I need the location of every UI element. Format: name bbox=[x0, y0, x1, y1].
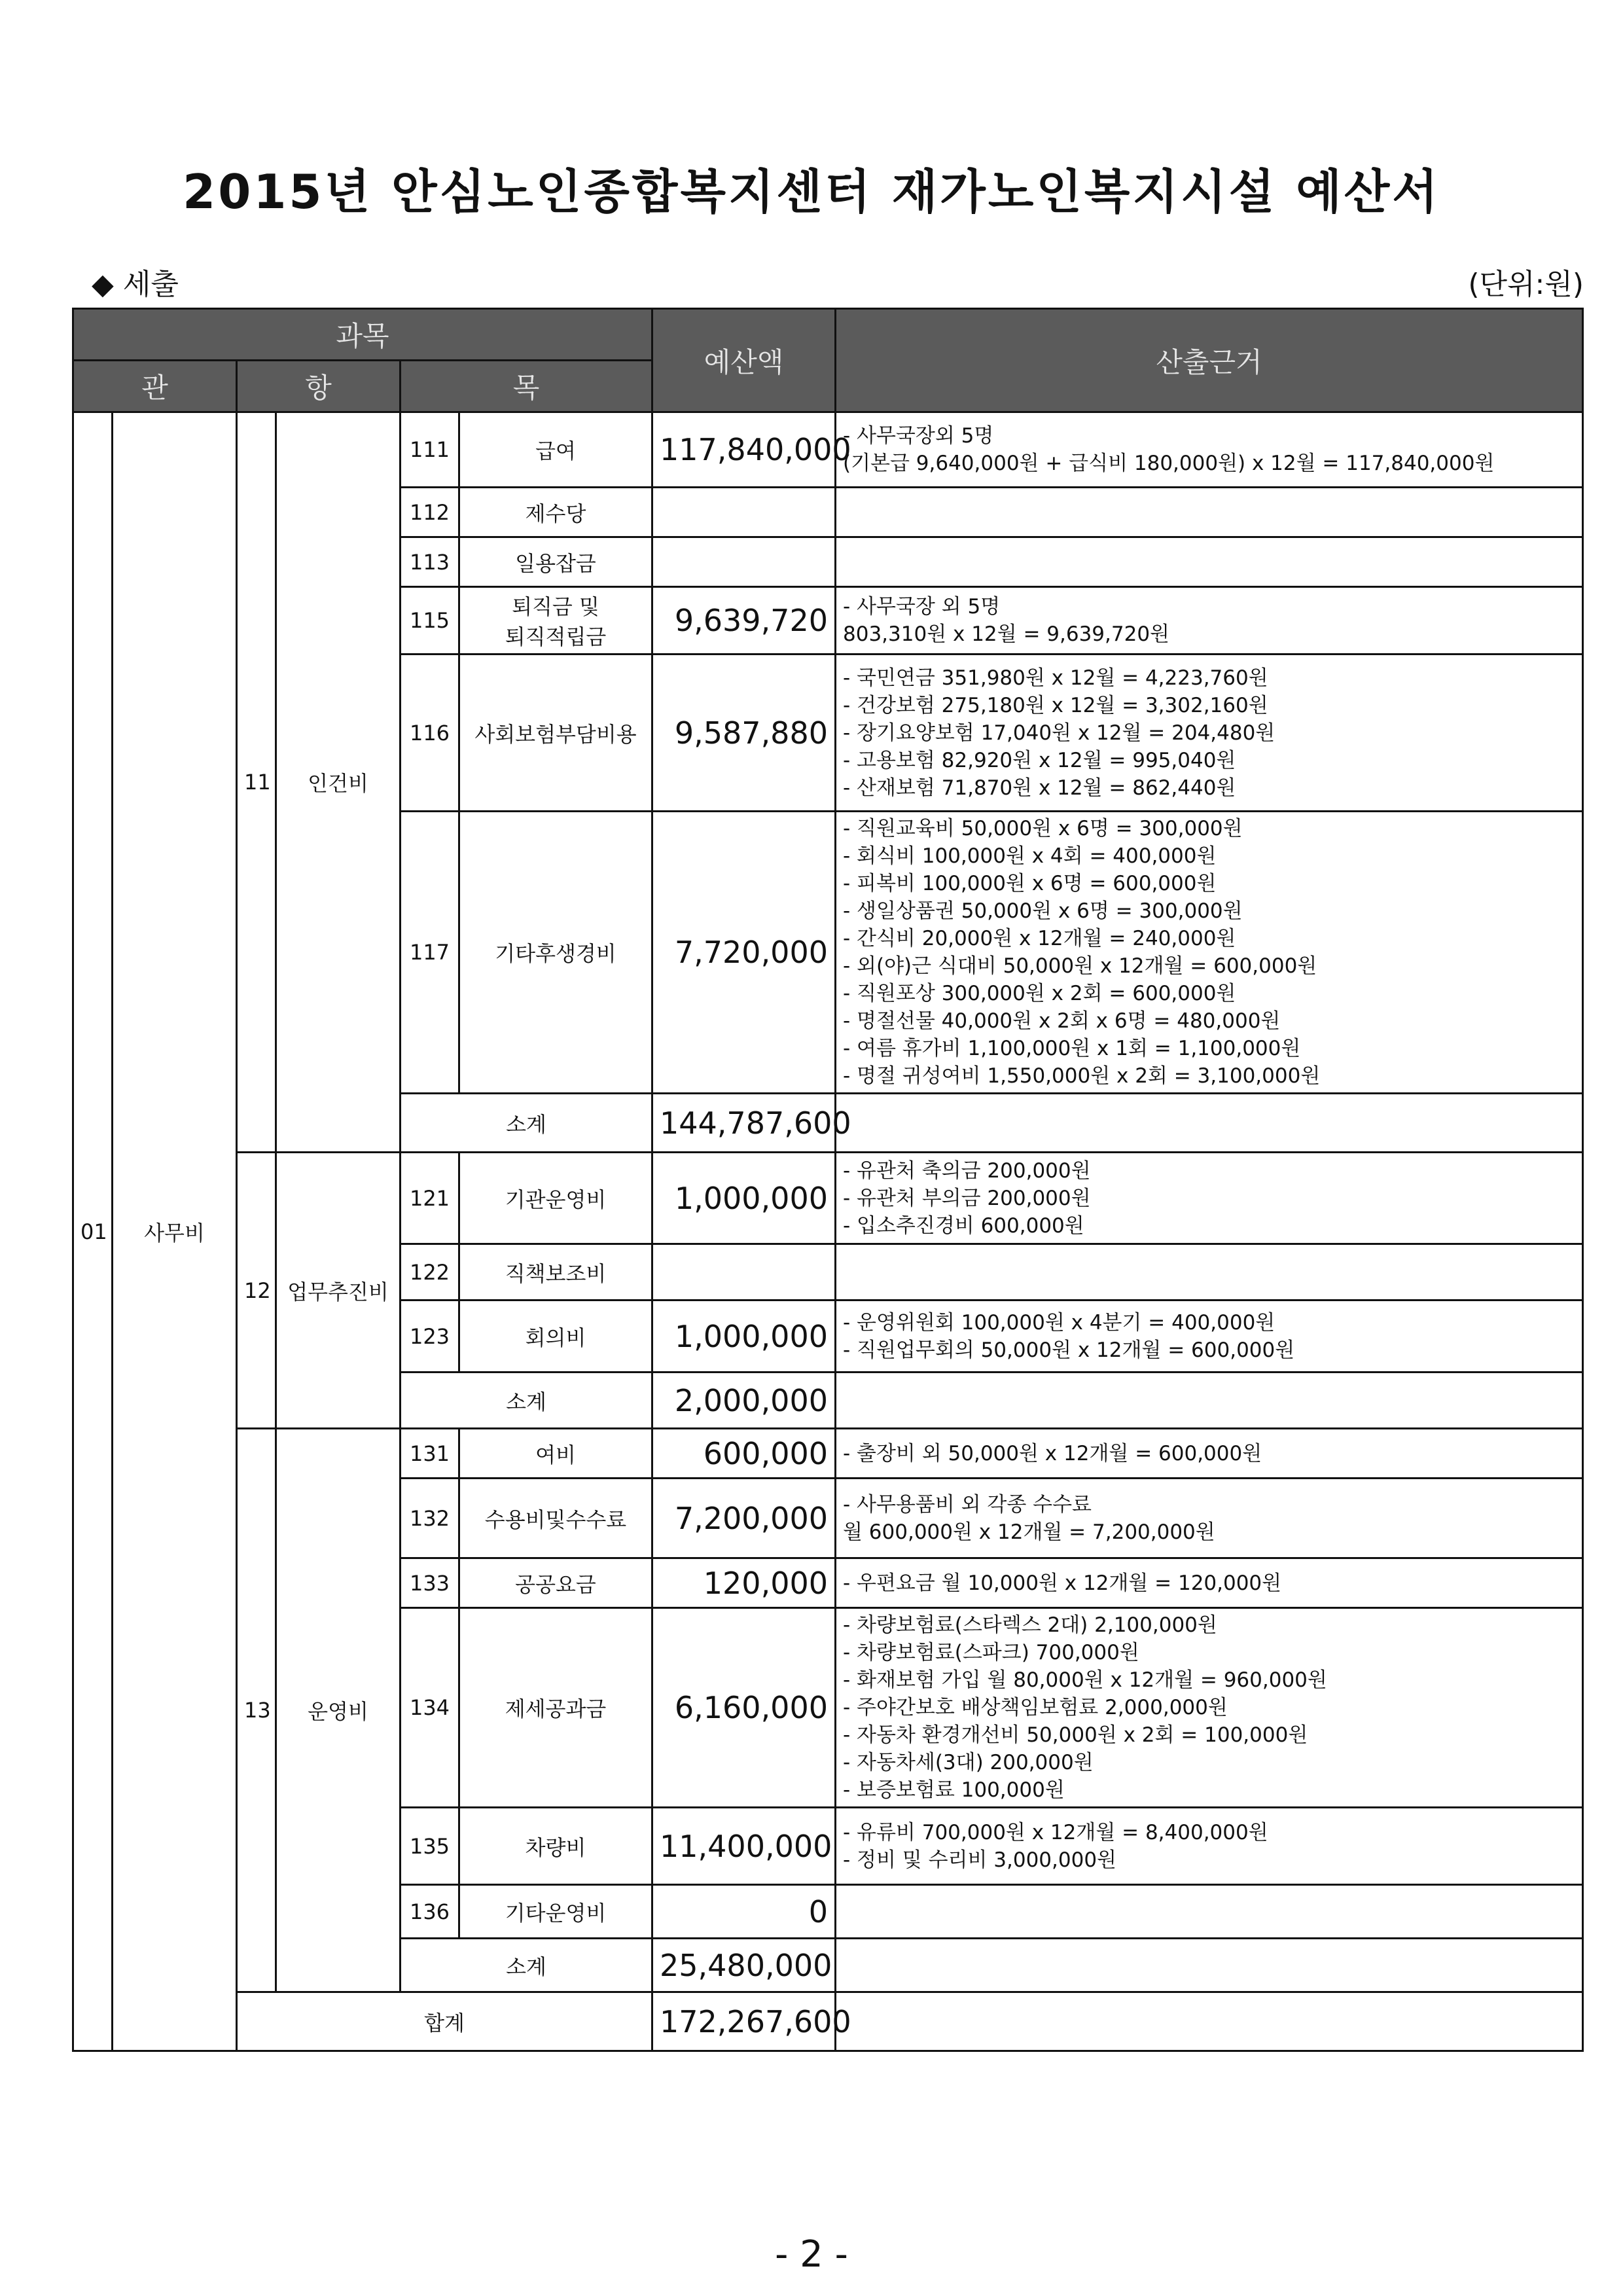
basis-line: - 장기요양보험 17,040원 x 12월 = 204,480원 bbox=[843, 721, 1275, 745]
basis-line: - 차량보험료(스타렉스 2대) 2,100,000원 bbox=[843, 1613, 1217, 1637]
amount: 120,000 bbox=[652, 1558, 836, 1608]
mok-name bbox=[459, 1429, 652, 1479]
mok-code: 136 bbox=[401, 1885, 459, 1939]
basis-line: 월 600,000원 x 12개월 = 7,200,000원 bbox=[843, 1520, 1215, 1544]
mok-code: 121 bbox=[401, 1153, 459, 1244]
mok-name-line: 제수당 bbox=[525, 501, 586, 526]
mok-name-line: 여비 bbox=[535, 1442, 576, 1467]
mok-name bbox=[459, 655, 652, 812]
mok-code: 113 bbox=[401, 537, 459, 587]
mok-name-line: 회의비 bbox=[525, 1325, 586, 1350]
basis bbox=[836, 1153, 1583, 1244]
basis-line: - 정비 및 수리비 3,000,000원 bbox=[843, 1848, 1116, 1872]
mok-name-line: 급여 bbox=[535, 439, 576, 463]
table-row bbox=[73, 1429, 1583, 1479]
hang-code: 11 bbox=[237, 412, 276, 1153]
mok-name-line: 차량비 bbox=[525, 1835, 586, 1860]
basis bbox=[836, 1479, 1583, 1558]
header-gwamok: 과목 bbox=[73, 309, 652, 361]
basis-line: - 유관처 부의금 200,000원 bbox=[843, 1186, 1091, 1210]
basis-line: - 사무국장외 5명 bbox=[843, 424, 994, 448]
budget-table bbox=[72, 308, 1584, 2052]
amount: 9,587,880 bbox=[652, 655, 836, 812]
amount: 1,000,000 bbox=[652, 1153, 836, 1244]
header-amount: 예산액 bbox=[652, 309, 836, 412]
subtotal-label: 소계 bbox=[401, 1094, 652, 1153]
basis bbox=[836, 587, 1583, 655]
mok-code: 135 bbox=[401, 1808, 459, 1885]
header-mok: 목 bbox=[401, 361, 652, 412]
header-hang: 항 bbox=[237, 361, 401, 412]
basis-line: - 사무용품비 외 각종 수수료 bbox=[843, 1492, 1092, 1516]
mok-name-line: 일용잡금 bbox=[515, 550, 596, 576]
mok-name-line: 퇴직적립금 bbox=[505, 624, 607, 649]
basis-line: - 명절선물 40,000원 x 2회 x 6명 = 480,000원 bbox=[843, 1009, 1281, 1033]
mok-name-line: 기타운영비 bbox=[505, 1900, 607, 1926]
basis-line: - 운영위원회 100,000원 x 4분기 = 400,000원 bbox=[843, 1310, 1275, 1335]
subtotal-label: 소계 bbox=[401, 1939, 652, 1992]
document-title: 2015년 안심노인종합복지센터 재가노인복지시설 예산서 bbox=[183, 164, 1440, 219]
mok-code: 134 bbox=[401, 1608, 459, 1808]
mok-code: 112 bbox=[401, 488, 459, 537]
basis-line: - 보증보험료 100,000원 bbox=[843, 1778, 1065, 1802]
mok-name bbox=[459, 1479, 652, 1558]
basis-line: - 사무국장 외 5명 bbox=[843, 595, 1001, 619]
basis bbox=[836, 1244, 1583, 1300]
mok-name-line: 사회보험부담비용 bbox=[474, 721, 637, 747]
header-basis: 산출근거 bbox=[836, 309, 1583, 412]
table-row bbox=[73, 1153, 1583, 1244]
mok-name-line: 수용비및수수료 bbox=[484, 1507, 627, 1532]
mok-name bbox=[459, 1153, 652, 1244]
mok-name-line: 기관운영비 bbox=[505, 1187, 607, 1212]
basis-line: - 국민연금 351,980원 x 12월 = 4,223,760원 bbox=[843, 666, 1268, 690]
basis-line: - 직원업무회의 50,000원 x 12개월 = 600,000원 bbox=[843, 1338, 1295, 1362]
page-number: - 2 - bbox=[775, 2233, 848, 2276]
subtotal-basis bbox=[836, 1372, 1583, 1429]
basis-line: - 우편요금 월 10,000원 x 12개월 = 120,000원 bbox=[843, 1571, 1282, 1595]
amount: 7,200,000 bbox=[652, 1479, 836, 1558]
amount bbox=[652, 488, 836, 537]
total-amount: 172,267,600 bbox=[652, 1992, 836, 2051]
basis bbox=[836, 412, 1583, 488]
mok-name bbox=[459, 537, 652, 587]
mok-code: 117 bbox=[401, 812, 459, 1094]
mok-name-line: 공공요금 bbox=[515, 1571, 596, 1597]
subtotal-amount: 2,000,000 bbox=[652, 1372, 836, 1429]
basis-line: (기본급 9,640,000원 + 급식비 180,000원) x 12월 = 117,840,000원 bbox=[843, 452, 1495, 475]
basis-line: - 산재보험 71,870원 x 12월 = 862,440원 bbox=[843, 776, 1236, 800]
basis-line: - 건강보험 275,180원 x 12월 = 3,302,160원 bbox=[843, 693, 1268, 717]
amount: 7,720,000 bbox=[652, 812, 836, 1094]
basis-line: - 유관처 축의금 200,000원 bbox=[843, 1158, 1091, 1183]
basis bbox=[836, 488, 1583, 537]
basis-line: - 외(야)근 식대비 50,000원 x 12개월 = 600,000원 bbox=[843, 954, 1317, 978]
basis-line: - 직원포상 300,000원 x 2회 = 600,000원 bbox=[843, 982, 1236, 1005]
amount: 1,000,000 bbox=[652, 1300, 836, 1372]
basis-line: - 회식비 100,000원 x 4회 = 400,000원 bbox=[843, 844, 1217, 868]
basis bbox=[836, 537, 1583, 587]
amount: 600,000 bbox=[652, 1429, 836, 1479]
basis bbox=[836, 655, 1583, 812]
mok-name bbox=[459, 1808, 652, 1885]
table-row bbox=[73, 412, 1583, 488]
basis bbox=[836, 1558, 1583, 1608]
mok-code: 123 bbox=[401, 1300, 459, 1372]
basis bbox=[836, 812, 1583, 1094]
basis-line: - 유류비 700,000원 x 12개월 = 8,400,000원 bbox=[843, 1820, 1268, 1844]
mok-name bbox=[459, 1558, 652, 1608]
mok-code: 133 bbox=[401, 1558, 459, 1608]
basis-line: - 고용보험 82,920원 x 12월 = 995,040원 bbox=[843, 748, 1236, 772]
basis-line: 803,310원 x 12월 = 9,639,720원 bbox=[843, 622, 1169, 646]
basis-line: - 생일상품권 50,000원 x 6명 = 300,000원 bbox=[843, 899, 1243, 923]
amount: 9,639,720 bbox=[652, 587, 836, 655]
basis-line: - 차량보험료(스파크) 700,000원 bbox=[843, 1641, 1139, 1664]
basis-line: - 여름 휴가비 1,100,000원 x 1회 = 1,100,000원 bbox=[843, 1037, 1301, 1060]
mok-name bbox=[459, 1885, 652, 1939]
basis bbox=[836, 1429, 1583, 1479]
hang-code: 13 bbox=[237, 1429, 276, 1992]
subtotal-label: 소계 bbox=[401, 1372, 652, 1429]
mok-name bbox=[459, 1608, 652, 1808]
header-gwan: 관 bbox=[73, 361, 237, 412]
basis-line: - 피복비 100,000원 x 6명 = 600,000원 bbox=[843, 872, 1217, 895]
gwan-name: 사무비 bbox=[113, 412, 237, 2051]
gwan-code: 01 bbox=[73, 412, 113, 2051]
basis bbox=[836, 1608, 1583, 1808]
mok-name-line: 직책보조비 bbox=[505, 1261, 607, 1286]
hang-name: 인건비 bbox=[276, 412, 401, 1153]
mok-name bbox=[459, 1300, 652, 1372]
subtotal-basis bbox=[836, 1094, 1583, 1153]
unit-label: (단위:원) bbox=[1468, 268, 1584, 301]
mok-code: 116 bbox=[401, 655, 459, 812]
mok-name bbox=[459, 1244, 652, 1300]
mok-name bbox=[459, 812, 652, 1094]
mok-code: 122 bbox=[401, 1244, 459, 1300]
mok-name-line: 제세공과금 bbox=[505, 1696, 607, 1721]
basis bbox=[836, 1808, 1583, 1885]
basis bbox=[836, 1300, 1583, 1372]
mok-code: 111 bbox=[401, 412, 459, 488]
mok-code: 132 bbox=[401, 1479, 459, 1558]
header-row-1 bbox=[73, 309, 1583, 361]
mok-name-line: 퇴직금 및 bbox=[512, 594, 599, 619]
basis bbox=[836, 1885, 1583, 1939]
basis-line: - 입소추진경비 600,000원 bbox=[843, 1213, 1084, 1238]
hang-name: 운영비 bbox=[276, 1429, 401, 1992]
amount: 117,840,000 bbox=[652, 412, 836, 488]
basis-line: - 주야간보호 배상책임보험료 2,000,000원 bbox=[843, 1696, 1228, 1719]
subtotal-basis bbox=[836, 1939, 1583, 1992]
mok-name bbox=[459, 488, 652, 537]
basis-line: - 자동차 환경개선비 50,000원 x 2회 = 100,000원 bbox=[843, 1723, 1308, 1747]
hang-code: 12 bbox=[237, 1153, 276, 1429]
mok-name-line: 기타후생경비 bbox=[495, 941, 616, 966]
basis-line: - 자동차세(3대) 200,000원 bbox=[843, 1751, 1094, 1774]
basis-line: - 간식비 20,000원 x 12개월 = 240,000원 bbox=[843, 927, 1236, 950]
amount: 0 bbox=[652, 1885, 836, 1939]
amount: 6,160,000 bbox=[652, 1608, 836, 1808]
mok-name bbox=[459, 587, 652, 655]
subtotal-amount: 25,480,000 bbox=[652, 1939, 836, 1992]
hang-name: 업무추진비 bbox=[276, 1153, 401, 1429]
total-label: 합계 bbox=[237, 1992, 652, 2051]
total-basis bbox=[836, 1992, 1583, 2051]
mok-code: 115 bbox=[401, 587, 459, 655]
amount: 11,400,000 bbox=[652, 1808, 836, 1885]
basis-line: - 명절 귀성여비 1,550,000원 x 2회 = 3,100,000원 bbox=[843, 1064, 1321, 1088]
amount bbox=[652, 537, 836, 587]
mok-name bbox=[459, 412, 652, 488]
total-row bbox=[73, 1992, 1583, 2051]
basis-line: - 출장비 외 50,000원 x 12개월 = 600,000원 bbox=[843, 1441, 1262, 1465]
mok-code: 131 bbox=[401, 1429, 459, 1479]
amount bbox=[652, 1244, 836, 1300]
section-label: ◆ 세출 bbox=[92, 268, 179, 301]
basis-line: - 화재보험 가입 월 80,000원 x 12개월 = 960,000원 bbox=[843, 1668, 1327, 1692]
basis-line: - 직원교육비 50,000원 x 6명 = 300,000원 bbox=[843, 817, 1243, 840]
subtotal-amount: 144,787,600 bbox=[652, 1094, 836, 1153]
budget-body bbox=[73, 412, 1583, 2051]
